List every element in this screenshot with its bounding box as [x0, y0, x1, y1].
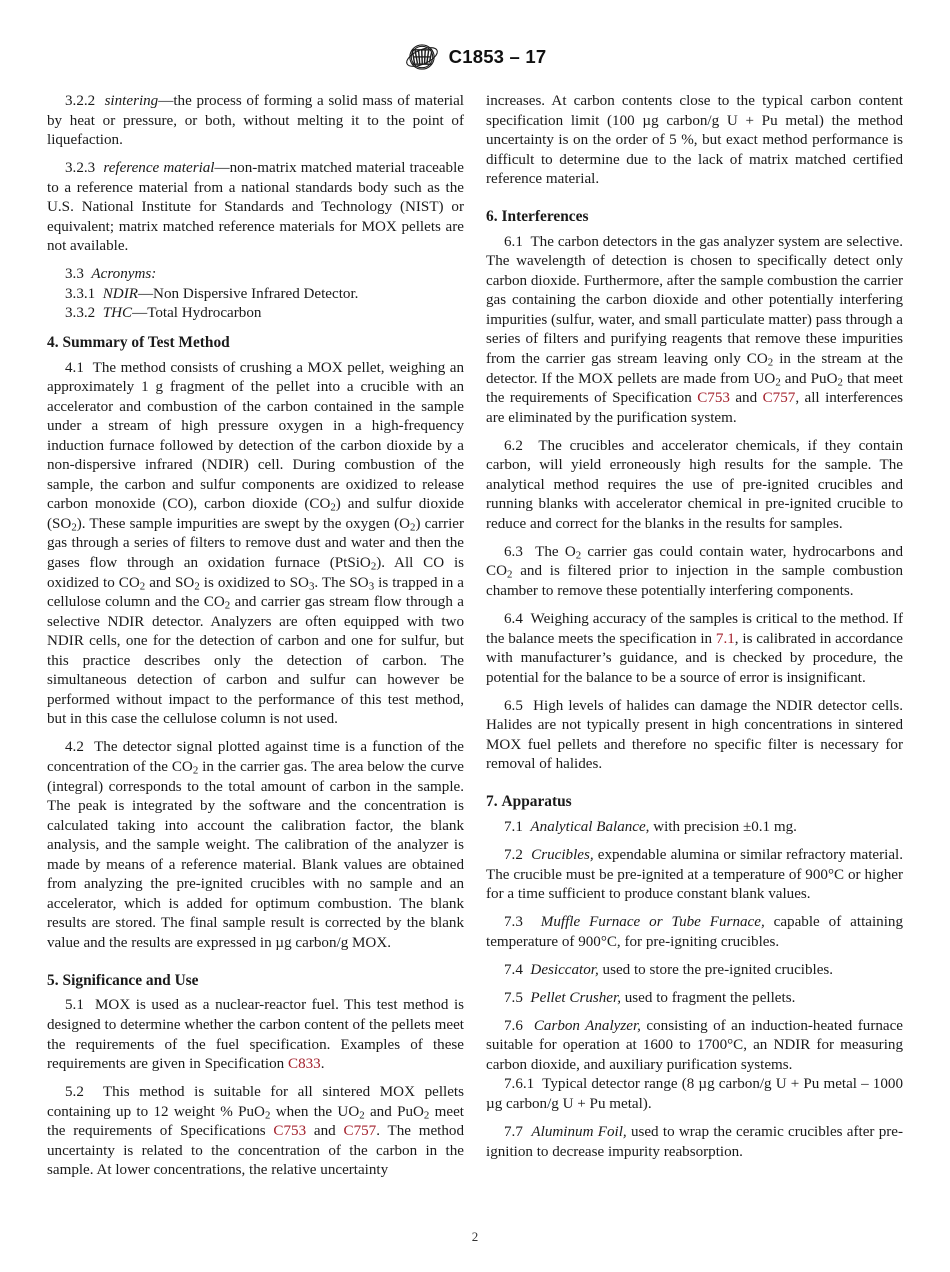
para-body: that meet the requirements of Specification: [486, 370, 903, 407]
paragraph-5-2: [47, 1083, 464, 1181]
para-body: meet the requirements of Specifications: [47, 1103, 464, 1140]
paragraph-7-7: [486, 1123, 903, 1162]
para-body: and PuO: [364, 1103, 424, 1120]
para-body: is oxidized to SO: [199, 574, 309, 591]
paragraph-5-1: [47, 996, 464, 1074]
section-number: 5.: [47, 971, 59, 989]
paragraph-7-2: [486, 846, 903, 905]
para-body: The detector signal plotted against time is a function of the concentration of the CO: [47, 739, 464, 775]
para-number: 3.3.2: [65, 305, 96, 322]
subscript: 2: [359, 1109, 365, 1122]
page-header: [0, 42, 950, 72]
subscript: 2: [71, 521, 77, 534]
para-body: .: [320, 1056, 325, 1073]
para-number: 4.2: [65, 739, 84, 756]
paragraph-3-3: [47, 265, 464, 285]
apparatus-term: Pellet Crusher,: [530, 989, 621, 1006]
paragraph-3-3-1: [47, 285, 464, 305]
para-body: —Total Hydrocarbon: [132, 305, 262, 322]
paragraph-7-1: [486, 818, 903, 838]
para-number: 4.1: [65, 359, 84, 376]
spec-link-c753[interactable]: C753: [697, 390, 730, 407]
para-body: The crucibles and accelerator chemicals, if they contain carbon, will yield erroneously high results for the sample. The analytical method requires the use of pre-ignited crucibles and running blanks with accelerator chemical in pre-ignited crucible to reduce and correct for the blanks in the results for samples.: [486, 437, 903, 532]
para-body: used to wrap the ceramic crucibles after pre-ignition to decrease impurity reabsorption.: [486, 1124, 904, 1160]
para-body: capable of attaining temperature of 900°C, for pre-igniting crucibles.: [486, 914, 903, 950]
defined-term: sintering: [104, 93, 159, 109]
para-number: 6.3: [504, 543, 523, 560]
subscript: 2: [370, 560, 377, 573]
paragraph-7-6-1: [486, 1075, 903, 1114]
body-columns: [47, 92, 903, 1181]
spec-link-c757[interactable]: C757: [343, 1123, 377, 1140]
defined-term: reference material: [103, 160, 215, 177]
para-body: carrier gas could contain water, hydrocarbons and CO: [486, 543, 904, 580]
para-number: 3.2.2: [65, 93, 96, 109]
para-body: ) carrier gas through a series of filters to remove dust and water and then the gases flow through an oxidation furnace (PtSiO: [47, 515, 464, 571]
subscript: 2: [139, 580, 146, 593]
subscript: 2: [192, 764, 199, 777]
apparatus-term: Aluminum Foil,: [531, 1124, 627, 1141]
paragraph-3-2-3: [47, 159, 464, 257]
defined-term: Acronyms:: [91, 266, 157, 283]
defined-term: NDIR: [102, 285, 138, 302]
apparatus-term: Crucibles,: [531, 847, 594, 863]
para-body: and: [729, 390, 763, 407]
para-body: and: [306, 1123, 344, 1140]
para-number: 7.5: [504, 989, 523, 1006]
page-footer: [0, 1228, 950, 1246]
para-body: The carbon detectors in the gas analyzer system are selective. The wavelength of detection is chosen to specifically detect only carbon dioxide. Furthermore, after the sample combustion the carrier gas containing the carbon dioxide and other potentially interfering impurities (sulfur, water, and small particulate matter) pass through a series of filters and purifying reagents that remove these impurities from the carrier gas stream leaving only CO: [486, 233, 903, 368]
para-number: 6.1: [504, 233, 523, 250]
subscript: 2: [423, 1109, 430, 1122]
para-body: and is filtered prior to injection in the sample combustion chamber to remove these potentially interfering components.: [486, 563, 903, 600]
para-body: ). All CO is oxidized to CO: [47, 554, 465, 591]
para-body: The method consists of crushing a MOX pellet, weighing an approximately 1 g fragment of the pellet into a crucible with an accelerator and combustion of the carbon contained in the sample under a stream of high pressure oxygen in a high-frequency induction furnace followed by detection of the carbon dioxide by a non-dispersive infrared (NDIR) cell. During combustion of the sample, the carbon and sulfur components are oxidized to release carbon monoxide (CO), carbon dioxide (CO: [47, 359, 464, 513]
apparatus-term: Carbon Analyzer,: [533, 1017, 641, 1034]
para-number: 7.2: [504, 847, 523, 863]
para-number: 7.6: [504, 1017, 523, 1034]
para-number: 3.3.1: [65, 285, 96, 302]
para-body: The O: [535, 543, 576, 560]
para-number: 7.4: [504, 961, 523, 978]
para-number: 6.4: [504, 611, 523, 628]
paragraph-6-1: [486, 233, 903, 428]
section-heading-6: [486, 198, 903, 233]
subscript: 2: [224, 599, 231, 612]
para-body: , all interferences are eliminated by the purification system.: [486, 390, 903, 426]
paragraph-4-1: [47, 359, 464, 730]
section-title: Apparatus: [501, 793, 572, 811]
para-number: 6.2: [504, 437, 523, 454]
para-body: . The SO: [314, 574, 369, 591]
section-link-7-1[interactable]: 7.1: [715, 630, 735, 647]
apparatus-term: Desiccator,: [530, 961, 599, 978]
para-body: High levels of halides can damage the NDIR detector cells. Halides are not typically present in high concentrations in sintered MOX fuel pellets and therefore no specific filter is necessary for removal of halides.: [486, 697, 904, 773]
paragraph-4-2: [47, 738, 464, 953]
para-body: is trapped in a cellulose column and the CO: [47, 574, 464, 611]
section-title: Summary of Test Method: [62, 334, 230, 352]
para-body: and SO: [145, 574, 195, 591]
subscript: 3: [368, 580, 375, 593]
page-number: 2: [471, 1229, 479, 1244]
defined-term: THC: [102, 305, 133, 322]
section-title: Interferences: [501, 208, 589, 226]
para-body: MOX is used as a nuclear-reactor fuel. This test method is designed to determine whether the carbon content of the pellets meet the requirements of the fuel specification. Examples of these requirements are given in Specification: [47, 997, 465, 1073]
paragraph-6-4: [486, 610, 903, 688]
para-body: used to store the pre-ignited crucibles.: [598, 961, 834, 978]
spec-link-c757[interactable]: C757: [762, 390, 796, 407]
subscript: 2: [575, 549, 582, 562]
para-body: ) and sulfur dioxide (SO: [47, 496, 464, 532]
paragraph-3-2-2: [47, 92, 464, 151]
section-heading-4: [47, 324, 464, 359]
subscript: 2: [194, 580, 200, 593]
document-designation: C1853 – 17: [448, 46, 547, 67]
paragraph-7-3: [486, 913, 903, 952]
apparatus-term: Analytical Balance,: [530, 818, 650, 835]
subscript: 2: [837, 376, 843, 389]
para-number: 3.2.3: [65, 160, 96, 177]
left-column: [47, 92, 464, 1181]
spec-link-c833[interactable]: C833: [288, 1056, 321, 1073]
apparatus-term: Muffle Furnace or Tube Furnace,: [540, 914, 765, 931]
para-body: with precision ±0.1 mg.: [649, 818, 797, 835]
section-title: Significance and Use: [62, 971, 199, 989]
para-body: This method is suitable for all sintered MOX pellets containing up to 12 weight % PuO: [47, 1084, 464, 1120]
para-number: 5.2: [65, 1084, 84, 1101]
para-body: expendable alumina or similar refractory material. The crucible must be pre-ignited at a temperature of 900°C or higher for a time sufficient to produce constant blank values.: [486, 847, 903, 903]
para-number: 5.1: [65, 997, 84, 1014]
subscript: 2: [767, 356, 774, 369]
para-number: 7.7: [504, 1124, 523, 1141]
section-heading-5: [47, 962, 464, 997]
para-body: —the process of forming a solid mass of material by heat or pressure, or both, without melting it to the point of liquefaction.: [47, 93, 464, 149]
paragraph-7-4: [486, 961, 903, 981]
para-body: and PuO: [780, 370, 838, 387]
astm-logo-icon: [404, 42, 440, 72]
para-body: increases. At carbon contents close to the typical carbon content specification limit (100 µg carbon/g U + Pu metal) the method uncertainty is on the order of 5 %, but exact method performance is difficult to determine due to the lack of matrix matched certified reference material.: [486, 93, 903, 188]
paragraph-7-6: [486, 1017, 903, 1076]
paragraph-7-5: [486, 989, 903, 1009]
para-body: and carrier gas stream flow through a selective NDIR detector. Analyzers are often equipped with two NDIR cells, one for the detection of carbon and one for sulfur, but this practice describes only the detection of carbon. The simultaneous detection of carbon and sulfur can however be performed without impact to the performance of this test method, but in this case the cellulose column is not used.: [47, 594, 464, 728]
subscript: 2: [775, 376, 781, 389]
subscript: 3: [308, 580, 315, 593]
subscript: 2: [264, 1109, 271, 1122]
para-body: —non-matrix matched material traceable to a reference material from a national standards body such as the U.S. National Institute for Standards and Technology (NIST) or equivalent; matrix matched reference materials for MOX pellets are not available.: [47, 160, 465, 255]
para-number: 6.5: [504, 697, 523, 714]
subscript: 2: [410, 521, 416, 534]
para-body: —Non Dispersive Infrared Detector.: [137, 285, 359, 302]
section-heading-7: [486, 783, 903, 818]
paragraph-6-3: [486, 543, 903, 602]
section-number: 4.: [47, 334, 59, 352]
para-body: consisting of an induction-heated furnace suitable for operation at 1600 to 1700°C, an NDIR for measuring carbon dioxide, and auxiliary purification systems.: [486, 1017, 903, 1073]
para-number: 7.6.1: [504, 1076, 535, 1093]
paragraph-6-5: [486, 697, 903, 775]
para-body: Weighing accuracy of the samples is critical to the method. If the balance meets the specification in: [486, 611, 903, 647]
spec-link-c753[interactable]: C753: [273, 1123, 307, 1140]
section-number: 6.: [486, 208, 498, 226]
para-number: 7.3: [504, 914, 523, 931]
subscript: 2: [506, 569, 513, 582]
para-body: . The method uncertainty is related to the concentration of the carbon in the sample. At lower concentrations, the relative uncertainty: [47, 1123, 465, 1179]
section-number: 7.: [486, 793, 498, 811]
para-body: ). These sample impurities are swept by the oxygen (O: [76, 515, 411, 532]
paragraph-6-2: [486, 437, 903, 535]
subscript: 2: [330, 502, 336, 515]
para-body: used to fragment the pellets.: [620, 989, 796, 1006]
para-number: 7.1: [504, 818, 523, 835]
para-body: Typical detector range (8 µg carbon/g U + Pu metal – 1000 µg carbon/g U + Pu metal).: [486, 1076, 903, 1113]
para-body: when the UO: [270, 1103, 360, 1120]
paragraph-3-3-2: [47, 304, 464, 324]
para-body: in the stream at the detector. If the MOX pellets are made from UO: [486, 351, 903, 387]
para-body: , is calibrated in accordance with manufacturer’s guidance, and is checked by procedure, the potential for the balance to be a source of error is insignificant.: [486, 630, 903, 686]
para-body: in the carrier gas. The area below the curve (integral) corresponds to the total amount of carbon in the sample. The peak is integrated by the software and the concentration is calculated taking into account the calibration factor, the blank analysis, and the sample weight. The calibration of the analyzer is made by means of a reference material. Blank values are obtained from analyzing the pre-ignited crucibles with no sample and an accelerator, which is added for optimum combustion. The blank results are stored. The final sample result is corrected by the blank value and the results are expressed in µg carbon/g MOX.: [47, 758, 464, 951]
right-column: [486, 92, 903, 1181]
paragraph-5-2-continued: [486, 92, 903, 190]
para-number: 3.3: [65, 266, 84, 283]
